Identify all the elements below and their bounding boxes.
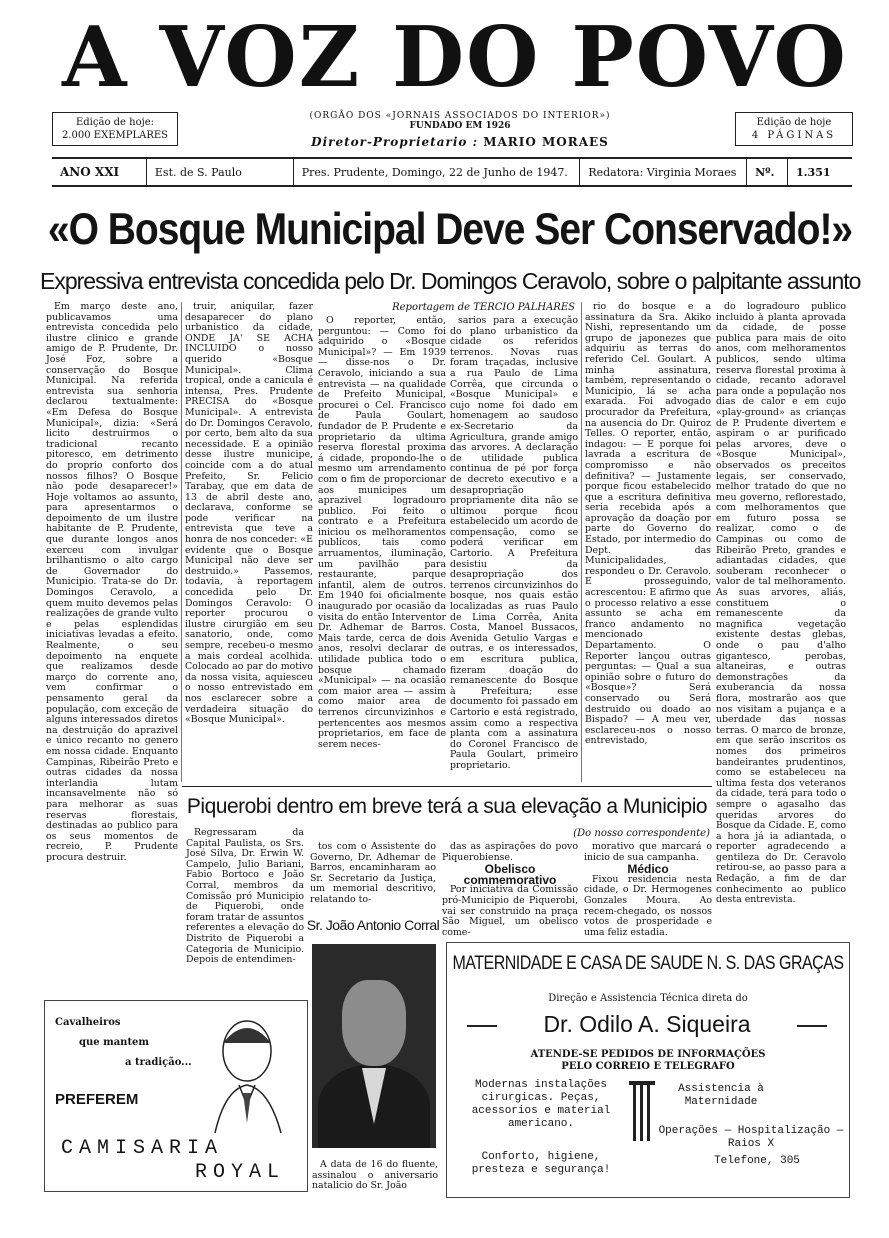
obelisco-subhead: Obelisco commemorativo: [463, 862, 557, 887]
info-bar: [52, 157, 852, 187]
maternidade-left-text-2: Conforto, higiene, presteza e segurança!: [471, 1151, 611, 1176]
maternidade-doctor: Dr. Odilo A. Siqueira: [543, 1011, 751, 1037]
maternidade-right-text: Assistencia à Maternidade: [678, 1083, 764, 1108]
maternidade-direction: Direção e Assistencia Técnica direta do: [548, 993, 748, 1004]
maternidade-phone: Telefone, 305: [714, 1155, 800, 1167]
hospital-symbol-icon: [629, 1081, 655, 1141]
state-label: Est. de S. Paulo: [147, 159, 294, 185]
year-label: ANO XXI: [52, 159, 147, 185]
photo-caption: [312, 1160, 438, 1200]
edition-copies-line2: 2.000 EXEMPLARES: [61, 130, 169, 141]
edition-pages-line2: 4 PÁGINAS: [751, 130, 837, 141]
main-story-col5-text: rio do bosque e a assinatura da Sra. Akiko Nishi, representando um grupo de japonezes que adquiriu as terras do referido Cel. Goulart. A minha assinatura, também, representando o Municipio, lá se acha exarada. Foi advogado procurador da Prefeitura, na ausencia do Dr. Quiroz Telles. O reporter, então, indagou: — E porque foi lavrada a escritura de compromisso e não definitiva? — Justamente porque ficou estabelecido que a escritura definitiva seria recebida após a aprovação da doação por parte do Governo do Estado, por intermedio do Dept. das Municipalidades, respondeu o Dr. Ceravolo. E prosseguindo, acrescentou: E afirmo que o processo relativo a esse assunto se acha em franco andamento no mencionado Departamento. O Reporter lançou outras perguntas: — Qual a sua opinião sobre o futuro do «Bosque»? Será conservado ou Será destruido ou doado ao Bispado? — A meu ver, esclareceu-nos o nosso entrevistado,: [585, 301, 711, 747]
number-label: Nº.: [747, 159, 788, 185]
doctor-rule-right: [797, 1025, 827, 1027]
main-story-column-3: [318, 316, 446, 782]
medico-subhead: Médico: [627, 862, 669, 877]
ad-line-2: que mantem: [79, 1037, 149, 1048]
maternidade-orders: ATENDE-SE PEDIDOS DE INFORMAÇÕES: [530, 1049, 766, 1060]
main-story-column-4: [450, 316, 578, 782]
piquerobi-column-4: [584, 842, 712, 946]
piquerobi-col1-text: Regressaram da Capital Paulista, os Srs. José Silva, Dr. Erwin W. Campelo, Julio Bariani, Fabio Bortoco e João Corral, membros da Comissão pró Municipio de Piquerobi, onde foram tratar de assuntos referentes a elevação do Distrito de Piquerobi a Categoria de Municipio. Depois de entendimen-: [186, 827, 304, 966]
director-line: [230, 135, 690, 149]
main-story-column-5: [585, 302, 711, 782]
main-story-col4-text: sarios para a execução do plano urbanistico da cidade os referidos terrenos. Novas ruas foram traçadas, inclusive a rua Paulo de Lima Corrêa, que circunda o «Bosque Municipal» e cujo nome foi dado em homenagem ao saudoso ex-Secretario da Agricultura, grande amigo das arvores. A declaração de utilidade publica continua de pé por força de decreto executivo e a desapropriação propriamente dita não se ultimou porque ficou estabelecido um acordo de compensação, como se poderá verificar em Cartorio. A Prefeitura desistiu da desapropriação dos terrenos circunvizinhos do bosque, nos quais estão localizadas as ruas Paulo de Lima Corrêa, Anita Costa, Manoel Bussacos, Avenida Getulio Vargas e outras, e os interessados, em escritura publica, fizeram doação do remanescente do Bosque à Prefeitura; esse documento foi passado em Cartorio e está registrado, assim como a respectiva planta com a assinatura do Coronel Francisco de Paula Goulart, primeiro proprietario.: [450, 315, 578, 771]
gentleman-drawing-icon: [195, 1013, 295, 1135]
maternidade-orders-2: PELO CORREIO E TELEGRAFO: [561, 1061, 735, 1072]
masthead-title: A VOZ DO POVO: [62, 8, 848, 106]
main-subheadline: Expressiva entrevista concedida pelo Dr. Domingos Ceravolo, sobre o palpitante assunto: [40, 268, 861, 294]
column-divider: [581, 302, 582, 782]
maternidade-left-text: Modernas instalações cirurgicas. Peças, acessorios e material americano.: [471, 1079, 611, 1130]
photo-caption-text: A data de 16 do fluente, assinalou o aniversario natalicio do Sr. João: [312, 1159, 438, 1192]
date-label: Pres. Prudente, Domingo, 22 de Junho de 1947.: [294, 159, 581, 185]
director-label: Diretor-Proprietario :: [311, 135, 478, 149]
piquerobi-col2-text: tos com o Assistente do Governo, Dr. Adhemar de Barros, encaminharam ao Sr. Secretario da Justiça, um memorial descritivo, relatando to-: [310, 841, 436, 905]
main-story-column-6: [716, 302, 846, 942]
main-story-byline: Reportagem de TERCIO PALHARES: [392, 302, 575, 313]
ad-line-1: Cavalheiros: [55, 1017, 121, 1028]
piquerobi-column-3: [442, 842, 578, 946]
main-story-column-2: [185, 302, 313, 782]
organ-line: (ORGÃO DOS «JORNAIS ASSOCIADOS DO INTERIOR»): [309, 111, 611, 121]
maternidade-right-text-2: Operações — Hospitalização — Raios X: [658, 1125, 844, 1150]
main-story-col1-text: Em março deste ano, publicavamos uma entrevista concedida pelo ilustre clinico e grande amigo de P. Prudente, Dr. José Foz, sobre a conservação do Bosque Municipal. Na referida entrevista sua senhoria declarou textualmente: «Em Defesa do Bosque Municipal», dizia: «Será licito destruirmos o tradicional recanto pitoresco, em detrimento do proprio conforto dos nossos filhos? O Bosque não pode desaparecer!» Hoje voltamos ao assunto, para apresentarmos o depoimento de um ilustre habitante de P. Prudente, que durante longos anos exerceu com invulgar brilhantismo o alto cargo de Governador do Municipio. Trata-se do Dr. Domingos Ceravolo, a quem muito devemos pelas realizações de grande vulto e pelas esplendidas iniciativas levadas a efeito. Realmente, o seu depoimento na enquete que realizamos desde março do corrente ano, vem confirmar o pensamento geral da população, com exceção de alguns interessados diretos na destruição do aprazivel e único recanto no genero em nossa cidade. Enquanto Campinas, Ribeirão Preto e outras cidades da nossa interlandia lutam incansavelmente não só para melhorar as suas reservas florestais, destinadas ao publico para os seus momentos de recreio, P. Prudente procura destruir.: [46, 301, 178, 863]
ad-brand-1: CAMISARIA: [61, 1137, 224, 1160]
piquerobi-col4-text: morativo que marcará o inicio de sua campanha.: [584, 841, 712, 863]
main-story-col2-text: truir, aniquilar, fazer desaparecer do plano urbanistico da cidade, ONDE JA' SE ACHA INCLUIDO o nosso querido «Bosque Municipal». Clima tropical, onde a canicula é intensa, Pres. Prudente PRECISA do «Bosque Municipal». A entrevista do Dr. Domingos Ceravolo, por certo, bem alto da sua necessidade. E a opinião desse ilustre municipe, coincide com a do atual Prefeito, Sr. Felicio Tarabay, que em data de 13 de abril deste ano, declarava, conforme se pode verificar na entrevista que teve a honra de nos conceder: «E evidente que o Bosque Municipal não deve ser destruido.» Passemos, todavia, à reportagem concedida pelo Dr. Domingos Ceravolo: O reporter procurou o ilustre cirurgião em seu sanatorio, onde, como sempre, recebeu-o mesmo a mais cordeal acolhida. Colocado ao par do motivo da nossa visita, aquiesceu o nosso entrevistado em nos esclarecer sobre a verdadeira situação do «Bosque Municipal».: [185, 301, 313, 726]
piquerobi-headline: Piquerobi dentro em breve terá a sua elevação a Municipio: [186, 795, 708, 818]
piquerobi-byline: (Do nosso correspondente): [573, 828, 710, 839]
edition-pages-box: [735, 112, 853, 146]
piquerobi-column-1: [186, 827, 304, 966]
founded-line: FUNDADO EM 1926: [409, 121, 511, 131]
photo-caption-name: Sr. João Antonio Corral: [306, 917, 440, 933]
edition-copies-line1: Edição de hoje:: [75, 117, 154, 128]
main-headline: «O Bosque Municipal Deve Ser Conservado!»: [47, 204, 853, 255]
main-story-col6-text: do logradouro publico incluido à planta aprovada da cidade, de posse publica para mais de oito anos, com melhoramentos publicos, sendo ultima reserva florestal proxima à cidade, recanto adoravel para onde a população nos dias de calor e em cujo «play-ground» as crianças de P. Prudente divertem e aspiram o ar purificado pelas arvores, deve o «Bosque Municipal», observados os preceitos legais, ser conservado, melhor tratado do que no meu governo, reflorestado, com melhoramentos que em futuro possa se realizar, como o de Campinas ou como de Ribeirão Preto, grandes e adiantadas cidades, que souberam reconhecer o valor de tal melhoramento. As suas arvores, aliás, constituem o remanescente da magnifica vegetação existente destas glebas, onde o pau d'alho gigantesco, perobas, altaneiras, e outras demonstrações da exuberancia da nossa flora, mostrarão aos que nos visitam a pujança e a uberdade das nossas terras. O marco de bronze, em que serão inscritos os nomes dos primeiros bandeirantes prudentinos, como se estabeleceu na ultima festa dos veteranos da cidade, terá para todo o sempre o agasalho das queridas arvores do Bosque da Cidade. E, como a hora já ia adiantada, o reporter agradecendo a gentileza do Dr. Ceravolo retirou-se, ao passo para a Redação, a fim de dar conhecimento ao publico desta entrevista.: [716, 301, 846, 906]
ad-brand-2: ROYAL: [195, 1161, 286, 1184]
main-story-column-1: [46, 301, 178, 863]
portrait-photo: [312, 944, 436, 1148]
piquerobi-col3b-text: Por iniciativa da Comissão pró-Municipio de Piquerobi, vai ser construido na praça São Miguel, um obelisco come-: [442, 884, 578, 938]
header-center: [230, 111, 690, 149]
ad-line-3: a tradição...: [125, 1057, 192, 1068]
editor-label: Redatora: Virginia Moraes: [580, 159, 747, 185]
piquerobi-col3-text: das as aspirações do povo Piquerobiense.: [442, 841, 578, 863]
edition-copies-box: [52, 112, 178, 146]
main-story-col3-text: O reporter, então, perguntou: — Como foi adquirido o «Bosque Municipal»? — Em 1939 — disse-nos o Dr. Ceravolo, iniciando a sua entrevista — na qualidade de Prefeito Municipal, procurei o Cel. Francisco de Paula Goulart, fundador de P. Prudente e proprietario da ultima reserva florestal proxima á cidade, propondo-lhe o mesmo um arrendamento com o fim de proporcionar aos municipes um aprazivel logradouro publico. Foi feito o contrato e a Prefeitura iniciou os melhoramentos publicos, tais como arruamentos, iluminação, um pavilhão para restaurante, parque infantil, alem de outros. Em 1940 foi oficialmente inaugurado por ocasião da visita do então Interventor Dr. Adhemar de Barros. Mais tarde, cerca de dois anos, resolvi declarar de utilidade publica todo o bosque chamado «Municipal» — na ocasião com maior area — assim como maior area de terrenos circunvizinhos e pertencentes aos mesmos proprietarios, em face de serem neces-: [318, 315, 446, 750]
maternidade-ad: [446, 942, 850, 1198]
piquerobi-column-2: [310, 842, 436, 912]
section-rule: [182, 786, 712, 787]
camisaria-ad: [44, 1000, 308, 1192]
director-name: MARIO MORAES: [483, 135, 609, 149]
piquerobi-col4b-text: Fixou residencia nesta cidade, o Dr. Hermogenes Gonzales Moura. Ao recem-chegado, os nossos votos de prosperidade e uma feliz estadia.: [584, 873, 712, 938]
maternidade-title: MATERNIDADE E CASA DE SAUDE N. S. DAS GRAÇAS: [452, 953, 844, 974]
column-divider: [181, 302, 182, 782]
doctor-rule-left: [467, 1025, 497, 1027]
edition-pages-line1: Edição de hoje: [756, 117, 832, 128]
issue-number: 1.351: [796, 165, 831, 179]
ad-prefer: PREFEREM: [55, 1091, 139, 1108]
